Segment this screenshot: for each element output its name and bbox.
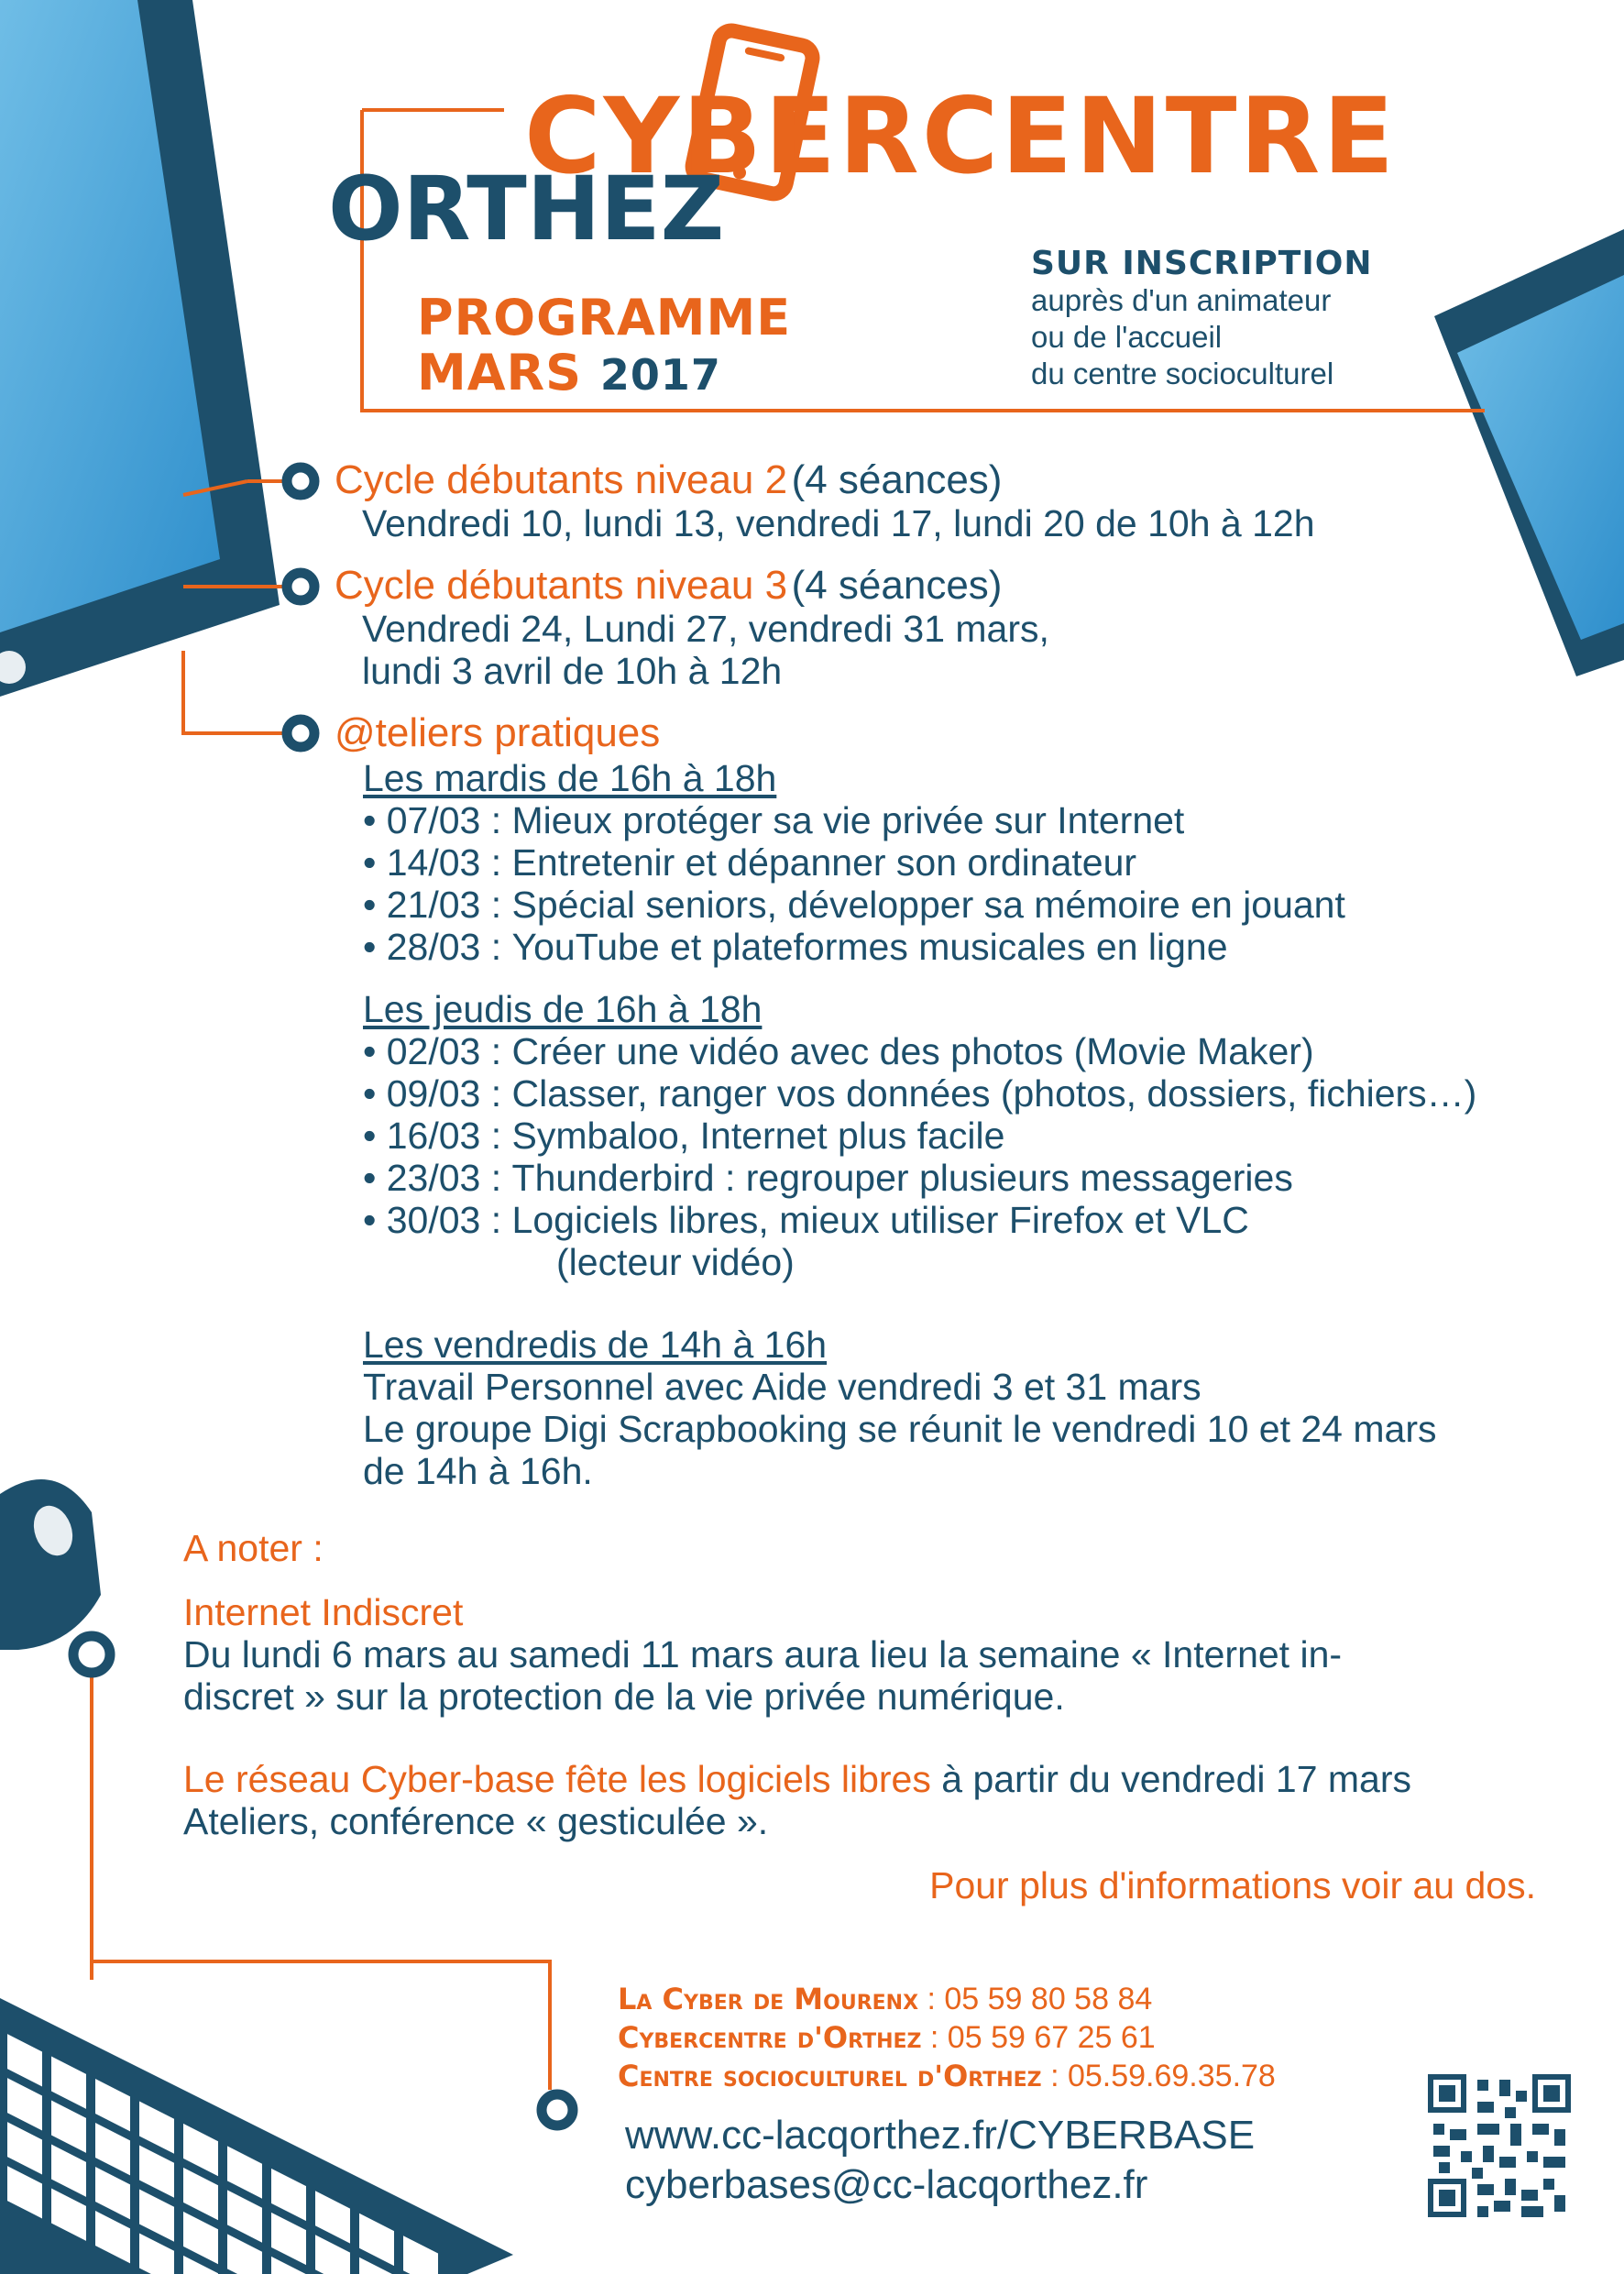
cycle-sessions: (4 séances) bbox=[791, 563, 1003, 608]
qr-code bbox=[1428, 2074, 1571, 2217]
contact-line: Cybercentre d'Orthez : 05 59 67 25 61 bbox=[618, 2020, 1156, 2055]
note-line: Ateliers, conférence « gesticulée ». bbox=[183, 1800, 769, 1842]
list-item: • 30/03 : Logiciels libres, mieux utiliser Firefox et VLC bbox=[363, 1199, 1249, 1241]
title-cybercentre: CYBERCENTRE bbox=[524, 75, 1398, 197]
list-item: • 21/03 : Spécial seniors, développer sa mémoire en jouant bbox=[363, 884, 1345, 926]
list-item: • 16/03 : Symbaloo, Internet plus facile bbox=[363, 1115, 1005, 1157]
inscription-heading: SUR INSCRIPTION bbox=[1031, 245, 1373, 282]
cycle-title: Cycle débutants niveau 2 bbox=[335, 457, 788, 502]
keyboard-illustration bbox=[0, 1998, 513, 2274]
cycle-dates: Vendredi 10, lundi 13, vendredi 17, lundi 20 de 10h à 12h bbox=[362, 502, 1315, 544]
cycle-dates: lundi 3 avril de 10h à 12h bbox=[362, 650, 783, 692]
tablet-illustration-right bbox=[1434, 229, 1624, 676]
contact-line: La Cyber de Mourenx : 05 59 80 58 84 bbox=[618, 1982, 1153, 2016]
inscription-line: auprès d'un animateur bbox=[1031, 283, 1332, 317]
cyber-base-highlight: Le réseau Cyber-base fête les logiciels libres bbox=[183, 1758, 931, 1800]
cycle-niveau-3 bbox=[335, 564, 1049, 692]
internet-indiscret-text bbox=[183, 1633, 1540, 1718]
cycle-niveau-2 bbox=[335, 458, 1315, 544]
contact-line: Centre socioculturel d'Orthez : 05.59.69.35.78 bbox=[618, 2059, 1276, 2093]
contacts-block bbox=[618, 1980, 1276, 2095]
more-info: Pour plus d'informations voir au dos. bbox=[929, 1864, 1536, 1906]
note-heading: A noter : bbox=[183, 1527, 324, 1569]
list-item: • 09/03 : Classer, ranger vos données (photos, dossiers, fichiers…) bbox=[363, 1072, 1477, 1115]
cycle-sessions: (4 séances) bbox=[791, 457, 1003, 502]
jeudis-heading: Les jeudis de 16h à 18h bbox=[363, 988, 763, 1030]
programme-label: PROGRAMME bbox=[417, 289, 792, 346]
inscription-block bbox=[1031, 246, 1372, 392]
list-item: • 02/03 : Créer une vidéo avec des photos (Movie Maker) bbox=[363, 1030, 1314, 1072]
list-item: • 14/03 : Entretenir et dépanner son ordinateur bbox=[363, 841, 1137, 884]
email-link[interactable]: cyberbases@cc-lacqorthez.fr bbox=[625, 2162, 1148, 2207]
ateliers-title: @teliers pratiques bbox=[335, 710, 661, 755]
cyber-base-note bbox=[183, 1758, 1540, 1842]
website-link[interactable]: www.cc-lacqorthez.fr/CYBERBASE bbox=[625, 2113, 1256, 2158]
vendredis-heading: Les vendredis de 14h à 16h bbox=[363, 1324, 828, 1366]
inscription-line: du centre socioculturel bbox=[1031, 357, 1334, 390]
cyber-base-rest: à partir du vendredi 17 mars bbox=[930, 1758, 1412, 1800]
vendredis-line: Le groupe Digi Scrapbooking se réunit le vendredi 10 et 24 mars bbox=[363, 1408, 1437, 1450]
list-item: • 23/03 : Thunderbird : regrouper plusieurs messageries bbox=[363, 1157, 1293, 1199]
ateliers-jeudis bbox=[363, 988, 1476, 1283]
ateliers-mardis bbox=[363, 757, 1345, 968]
programme-month: MARS bbox=[417, 344, 583, 401]
web-block bbox=[625, 2111, 1255, 2210]
tablet-illustration-left bbox=[0, 0, 280, 697]
title-orthez: ORTHEZ bbox=[328, 158, 725, 260]
cycle-title: Cycle débutants niveau 3 bbox=[335, 563, 788, 608]
list-item: • 07/03 : Mieux protéger sa vie privée sur Internet bbox=[363, 799, 1185, 841]
vendredis-line: Travail Personnel avec Aide vendredi 3 et 31 mars bbox=[363, 1366, 1202, 1408]
programme-date bbox=[417, 344, 721, 401]
ateliers-vendredis bbox=[363, 1324, 1436, 1492]
cycle-dates: Vendredi 24, Lundi 27, vendredi 31 mars, bbox=[362, 608, 1049, 650]
list-item-continuation: (lecteur vidéo) bbox=[556, 1241, 795, 1283]
mardis-heading: Les mardis de 16h à 18h bbox=[363, 757, 777, 799]
mouse-illustration bbox=[0, 1479, 101, 1650]
list-item: • 28/03 : YouTube et plateformes musicales en ligne bbox=[363, 926, 1228, 968]
internet-indiscret-title: Internet Indiscret bbox=[183, 1591, 464, 1633]
programme-year: 2017 bbox=[599, 350, 721, 400]
note-line: discret » sur la protection de la vie privée numérique. bbox=[183, 1675, 1065, 1718]
note-line: Du lundi 6 mars au samedi 11 mars aura lieu la semaine « Internet in- bbox=[183, 1633, 1343, 1675]
inscription-line: ou de l'accueil bbox=[1031, 320, 1223, 354]
vendredis-line: de 14h à 16h. bbox=[363, 1450, 593, 1492]
